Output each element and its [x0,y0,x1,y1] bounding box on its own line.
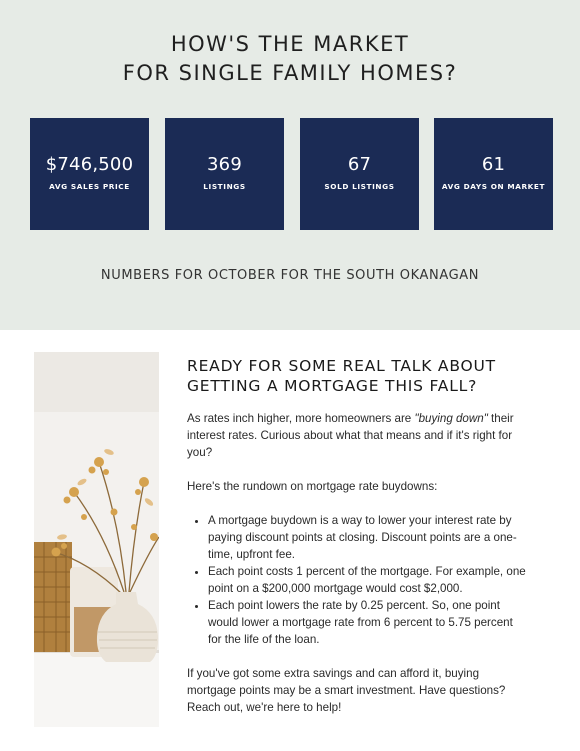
title-line-1: HOW'S THE MARKET [170,32,410,56]
article-intro [187,410,527,461]
article-title [187,356,527,396]
stat-value: $746,500 [45,154,134,175]
title-line-2: FOR SINGLE FAMILY HOMES? [122,61,458,85]
buydown-bullet-list [187,512,527,648]
stat-avg-days-on-market [434,118,553,230]
market-summary-section [0,0,580,330]
stat-label: AVG DAYS ON MARKET [441,182,546,191]
stat-label: AVG SALES PRICE [49,182,130,191]
vase-photo [34,352,159,727]
list-item: • Each point costs 1 percent of the mortgage. For example, one point on a $200,000 mortgage would cost $2,000. [208,563,527,597]
stat-value: 61 [481,154,506,175]
stat-avg-sales-price [30,118,149,230]
article-title-line-1: READY FOR SOME REAL TALK ABOUT [187,357,496,375]
intro-emphasis: "buying down" [414,412,488,425]
period-caption: NUMBERS FOR OCTOBER FOR THE SOUTH OKANAGAN [100,268,480,283]
stat-label: LISTINGS [203,182,246,191]
stat-sold-listings [300,118,419,230]
stat-value: 369 [207,154,242,175]
closing-text: If you've got some extra savings and can afford it, buying mortgage points may be a smart investment. Have questions? Reach out, we're here to help! [187,667,506,714]
intro-text-cont: their interest rates. Curious about what that means and if it's right for you? [187,412,514,459]
article-title-line-2: GETTING A MORTGAGE THIS FALL? [187,377,478,395]
stat-listings [165,118,284,230]
intro-text: As rates inch higher, more homeowners are [187,412,415,425]
rundown-text: Here's the rundown on mortgage rate buydowns: [187,480,438,493]
list-item: • Each point lowers the rate by 0.25 percent. So, one point would lower a mortgage rate from 6 percent to 5.75 percent for the life of the loan. [208,597,527,648]
mortgage-article [187,356,527,733]
stat-label: SOLD LISTINGS [324,182,395,191]
page-title [0,30,580,88]
stat-value: 67 [347,154,372,175]
list-item: • A mortgage buydown is a way to lower your interest rate by paying discount points at closing. Discount points are a one-time, upfront fee. [208,512,527,563]
